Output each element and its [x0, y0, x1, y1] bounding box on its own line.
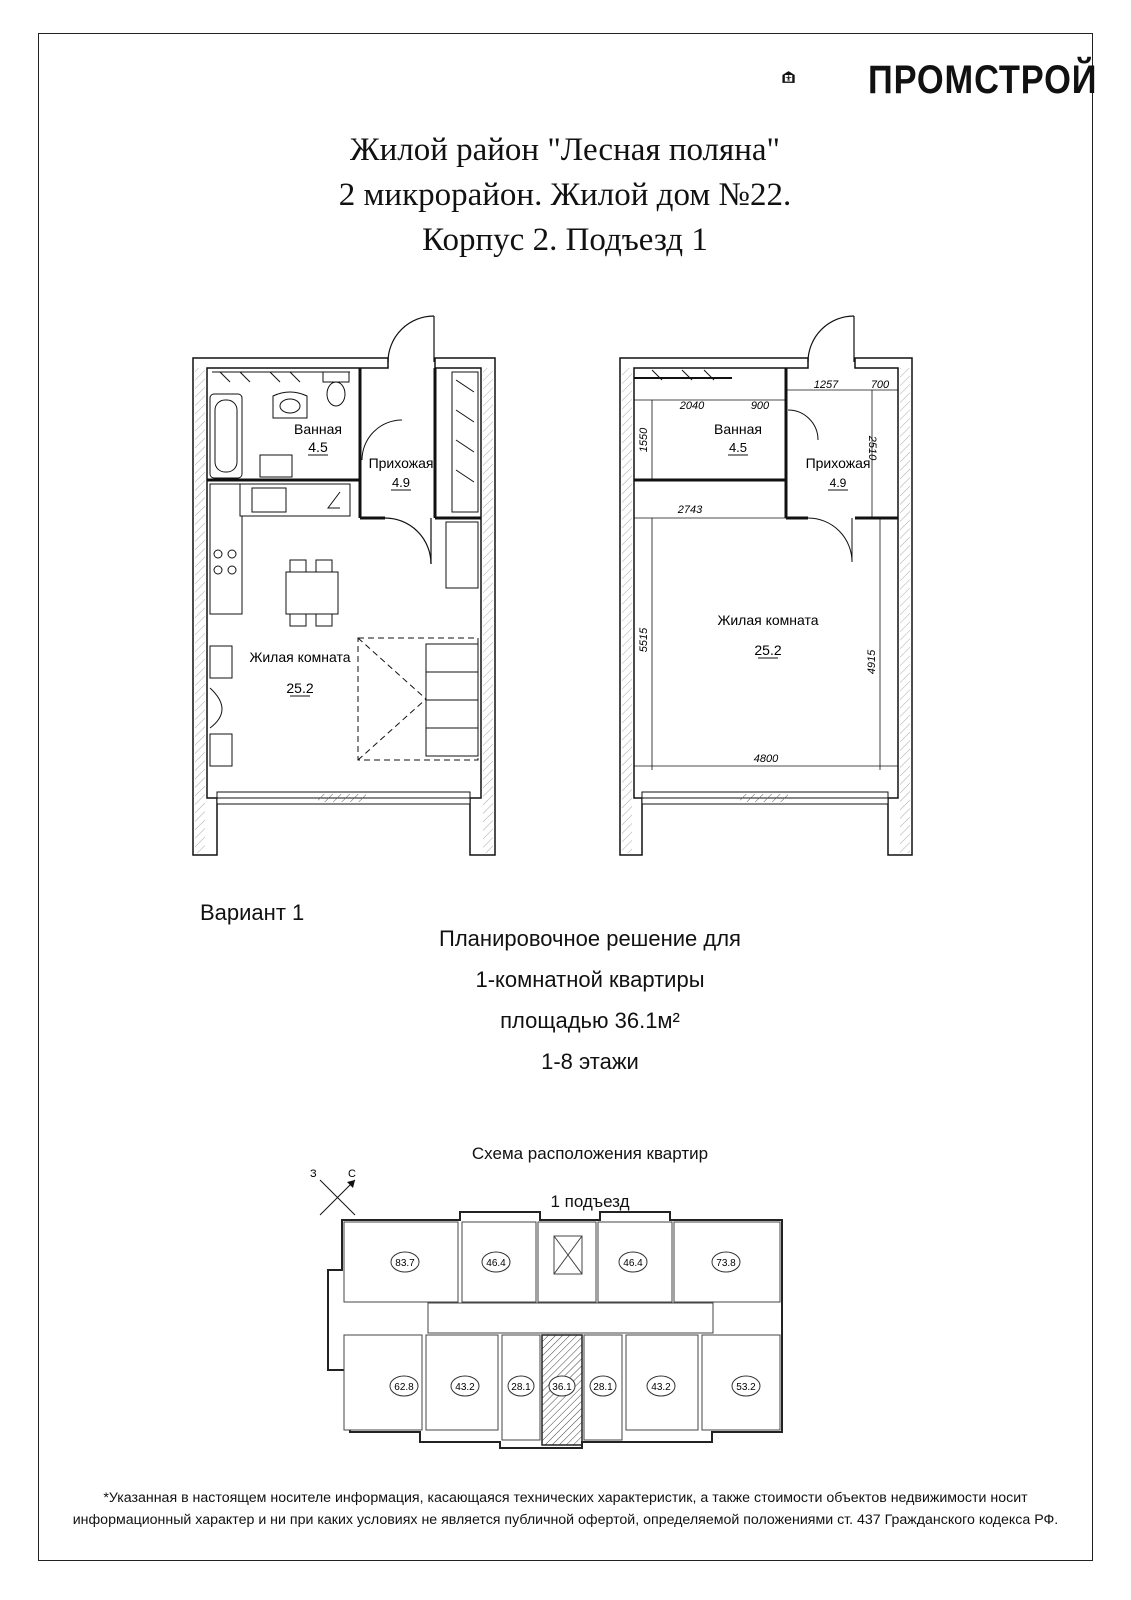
floor-plan-dimensioned [612, 300, 932, 870]
compass-north: С [348, 1168, 356, 1180]
dim-2040: 2040 [679, 400, 705, 412]
unit-area-top-2: 46.4 [486, 1258, 506, 1269]
bath-area: 4.5 [728, 440, 748, 455]
scheme-title: Схема расположения квартир [471, 1144, 709, 1163]
room-area: 25.2 [754, 642, 782, 658]
entrance-label: 1 подъезд [550, 1192, 630, 1211]
page-title [200, 128, 930, 263]
dim-700: 700 [870, 379, 890, 391]
unit-area-bottom-1: 62.8 [394, 1382, 414, 1393]
brand-name: ПРОМСТРОЙ [868, 58, 1098, 102]
description-line-4: 1-8 этажи [541, 1049, 639, 1074]
unit-area-bottom-3: 28.1 [511, 1382, 531, 1393]
dim-900: 900 [750, 400, 770, 412]
company-logo-icon [782, 48, 842, 106]
building-scheme [320, 1210, 790, 1455]
title-line-3: Корпус 2. Подъезд 1 [422, 222, 708, 258]
dim-4800: 4800 [753, 753, 779, 765]
bath-label: Ванная [714, 421, 762, 437]
room-label: Жилая комната [717, 612, 819, 628]
dim-1257: 1257 [813, 379, 839, 391]
hall-label: Прихожая [368, 455, 434, 471]
description-line-2: 1-комнатной квартиры [475, 967, 705, 992]
unit-area-bottom-5: 28.1 [593, 1382, 613, 1393]
disclaimer-line-1: *Указанная в настоящем носителе информация, касающаяся технических характеристик, а также стоимости объектов недвижимости носит [103, 1490, 1028, 1506]
unit-area-top-3: 46.4 [623, 1258, 643, 1269]
unit-area-bottom-2: 43.2 [455, 1382, 475, 1393]
disclaimer [60, 1487, 1071, 1531]
description-line-3: площадью 36.1м² [500, 1008, 680, 1033]
unit-area-top-1: 83.7 [395, 1258, 415, 1269]
dim-1550: 1550 [638, 427, 650, 453]
bath-area: 4.5 [308, 439, 328, 455]
hall-label: Прихожая [805, 455, 871, 471]
apartment-description [380, 918, 800, 1082]
compass-west: З [310, 1168, 317, 1180]
hall-area: 4.9 [829, 476, 847, 490]
description-line-1: Планировочное решение для [439, 926, 741, 951]
bath-label: Ванная [294, 421, 342, 437]
dim-2743: 2743 [677, 504, 703, 516]
dim-5515: 5515 [638, 627, 650, 653]
room-label: Жилая комната [249, 649, 351, 665]
variant-label: Вариант 1 [200, 900, 305, 925]
unit-area-bottom-4-highlighted: 36.1 [552, 1382, 572, 1393]
hall-area: 4.9 [391, 475, 411, 490]
disclaimer-line-2: информационный характер и ни при каких условиях не является публичной офертой, определяемой положениями ст. 437 Гражданского кодекса РФ. [72, 1512, 1059, 1528]
unit-area-top-4: 73.8 [716, 1258, 736, 1269]
title-line-1: Жилой район "Лесная поляна" [350, 132, 780, 168]
title-line-2: 2 микрорайон. Жилой дом №22. [338, 177, 792, 213]
room-area: 25.2 [286, 680, 314, 696]
dim-2510: 2510 [866, 435, 878, 461]
floor-plan-furnished [190, 300, 510, 870]
unit-area-bottom-7: 53.2 [736, 1382, 756, 1393]
dim-4915: 4915 [866, 649, 878, 675]
unit-area-bottom-6: 43.2 [651, 1382, 671, 1393]
